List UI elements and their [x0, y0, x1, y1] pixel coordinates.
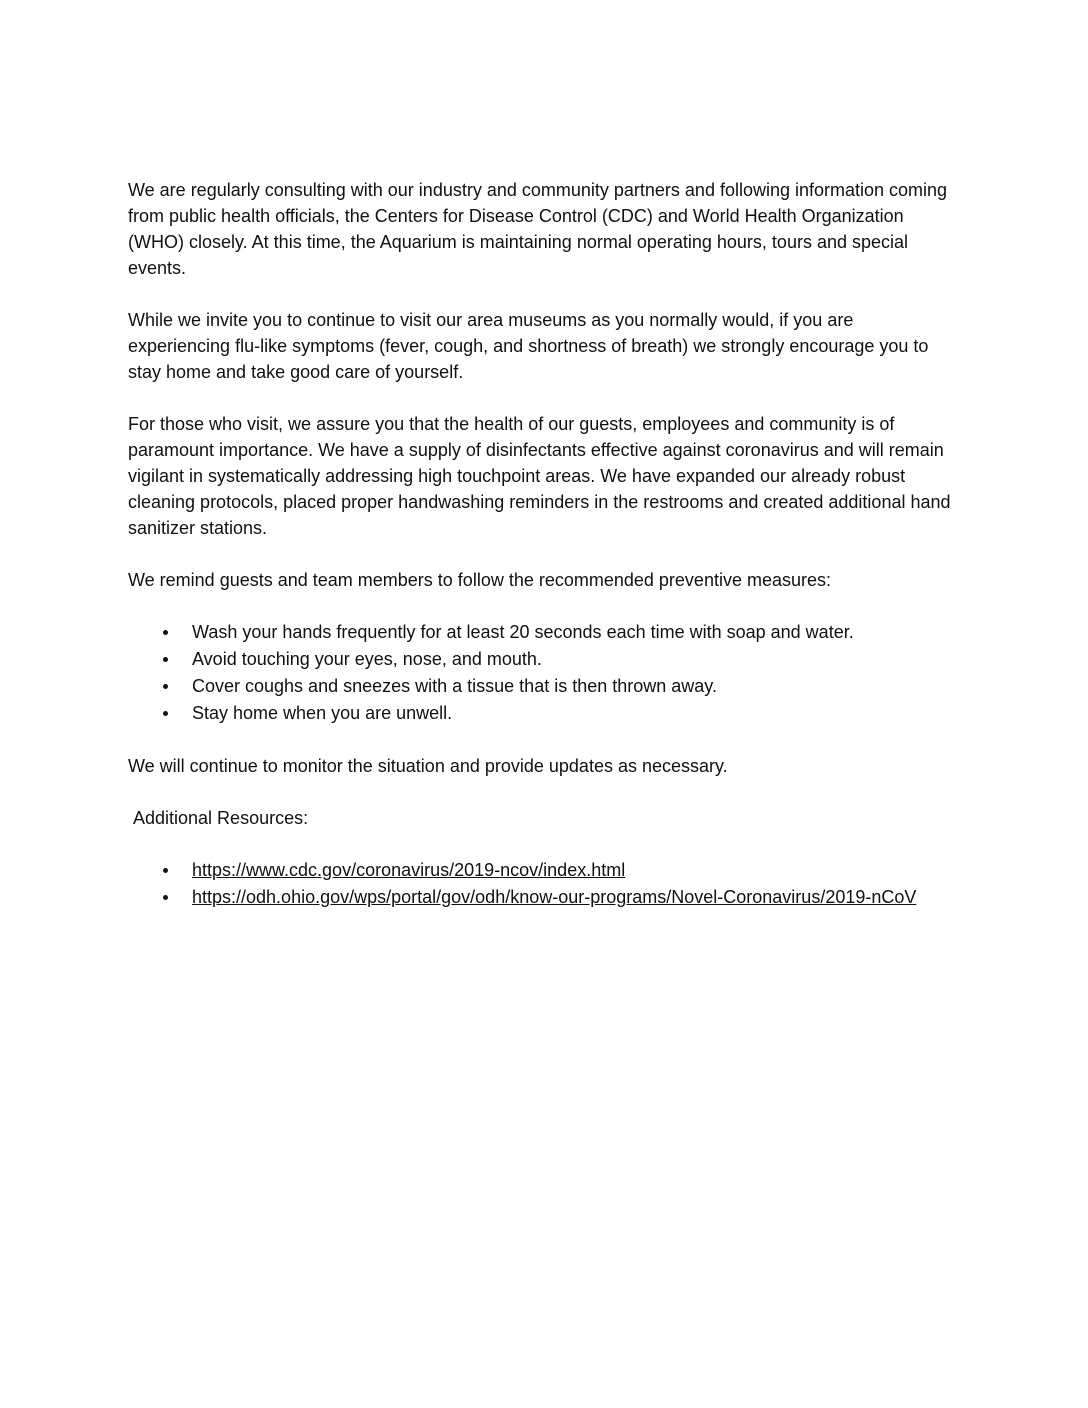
bullet-icon: [163, 868, 168, 873]
list-item: [128, 673, 958, 700]
symptoms-paragraph: While we invite you to continue to visit our area museums as you normally would, if you are experiencing flu-like symptoms (fever, cough, and shortness of breath) we strongly encourage you to stay home and take good care of yourself.: [128, 310, 929, 382]
measures-intro: We remind guests and team members to follow the recommended preventive measures:: [128, 570, 831, 590]
resources-heading: Additional Resources:: [133, 808, 309, 828]
bullet-icon: [163, 684, 168, 689]
bullet-icon: [163, 657, 168, 662]
bullet-icon: [163, 895, 168, 900]
measure-text: Wash your hands frequently for at least 20 seconds each time with soap and water.: [192, 622, 854, 642]
document-page: [128, 177, 958, 937]
bullet-icon: [163, 711, 168, 716]
measure-text: Avoid touching your eyes, nose, and mouth.: [192, 649, 542, 669]
bullet-icon: [163, 630, 168, 635]
cdc-link[interactable]: https://www.cdc.gov/coronavirus/2019-ncov/index.html: [192, 860, 626, 880]
cleaning-paragraph: For those who visit, we assure you that the health of our guests, employees and community is of paramount importance. We have a supply of disinfectants effective against coronavirus and will remain vigilant in systematically addressing high touchpoint areas. We have expanded our already robust cleaning protocols, placed proper handwashing reminders in the restrooms and created additional hand sanitizer stations.: [128, 414, 951, 538]
list-item: [128, 619, 958, 646]
odh-link[interactable]: https://odh.ohio.gov/wps/portal/gov/odh/know-our-programs/Novel-Coronavirus/2019-nCoV: [192, 887, 917, 907]
list-item: [128, 857, 958, 884]
resources-list: [128, 857, 958, 911]
list-item: [128, 646, 958, 673]
measures-list: [128, 619, 958, 727]
intro-paragraph: We are regularly consulting with our industry and community partners and following information coming from public health officials, the Centers for Disease Control (CDC) and World Health Organization (WHO) closely. At this time, the Aquarium is maintaining normal operating hours, tours and special events.: [128, 180, 948, 278]
list-item: [128, 700, 958, 727]
list-item: [128, 884, 958, 911]
closing-paragraph: We will continue to monitor the situation and provide updates as necessary.: [128, 756, 728, 776]
measure-text: Cover coughs and sneezes with a tissue that is then thrown away.: [192, 676, 717, 696]
measure-text: Stay home when you are unwell.: [192, 703, 453, 723]
